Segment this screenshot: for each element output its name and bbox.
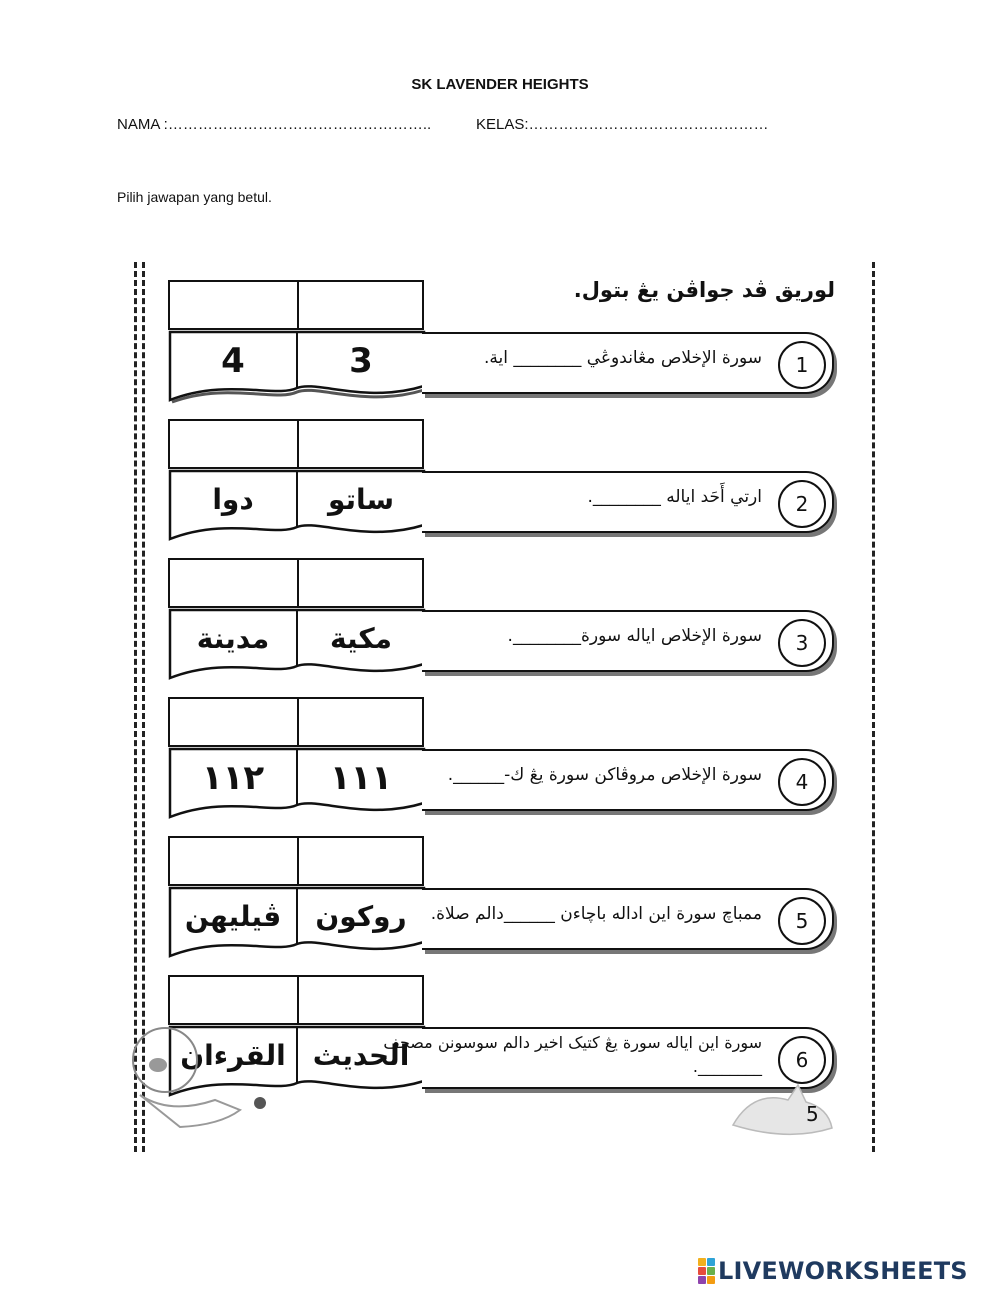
logo-blocks-icon	[698, 1258, 715, 1284]
question-number: 3	[778, 619, 826, 667]
question-bar	[422, 332, 834, 394]
cartoon-child-sketch-icon	[120, 1015, 270, 1135]
answer-drop-box[interactable]	[168, 697, 424, 747]
option-left[interactable]: ١١٢	[201, 758, 265, 798]
option-right[interactable]: ساتو	[327, 483, 395, 516]
answer-drop-box[interactable]	[168, 280, 424, 330]
option-left[interactable]: 4	[221, 341, 245, 381]
question-number: 2	[778, 480, 826, 528]
question-text: سورة الإخلاص مروڤاكن سورة يڠ ك-______.	[447, 765, 762, 785]
question-row-3	[0, 558, 1000, 693]
question-number: 4	[778, 758, 826, 806]
worksheet-title: لوريق ڤد جواڤن يڠ بتول.	[573, 278, 835, 302]
question-bar	[422, 610, 834, 672]
option-right[interactable]: ١١١	[329, 758, 393, 798]
name-field[interactable]: NAMA :……………………………………………..	[117, 116, 432, 133]
answer-drop-box[interactable]	[168, 836, 424, 886]
cat-illustration-icon	[728, 1080, 838, 1140]
option-left[interactable]: دوا	[212, 483, 254, 516]
question-text: ارتي أَحَد اياله ________.	[587, 487, 762, 507]
question-text: سورة الإخلاص مڠاندوڠي ________ اية.	[483, 348, 762, 368]
brand-name: LIVEWORKSHEETS	[718, 1257, 968, 1285]
question-row-1	[0, 280, 1000, 415]
liveworksheets-logo	[698, 1256, 968, 1286]
option-right[interactable]: الحديث	[312, 1039, 410, 1072]
question-text: سورة اين اياله سورة يڠ كتيک اخير دالم سوسونن مصحف ________.	[383, 1033, 762, 1076]
option-left[interactable]: ڤيليهن	[184, 900, 282, 933]
question-bar	[422, 888, 834, 950]
question-row-5	[0, 836, 1000, 971]
option-left[interactable]: القرءان	[180, 1039, 286, 1072]
question-row-4	[0, 697, 1000, 832]
question-text: ممباچ سورة اين اداله باچاءن ______دالم صلاة.	[430, 904, 762, 924]
question-row-2	[0, 419, 1000, 554]
question-bar	[422, 471, 834, 533]
option-right[interactable]: 3	[349, 341, 373, 381]
answer-drop-box[interactable]	[168, 558, 424, 608]
question-bar	[422, 749, 834, 811]
page-number: 5	[806, 1102, 819, 1126]
option-right[interactable]: روكون	[315, 900, 407, 933]
question-text: سورة الإخلاص اياله سورة________.	[507, 626, 762, 646]
option-left[interactable]: مدينة	[196, 622, 270, 655]
option-right[interactable]: مكية	[329, 622, 393, 655]
school-title: SK LAVENDER HEIGHTS	[411, 76, 589, 93]
question-number: 5	[778, 897, 826, 945]
class-field[interactable]: KELAS:…………………………………………	[476, 116, 769, 133]
question-number: 1	[778, 341, 826, 389]
instruction-text: Pilih jawapan yang betul.	[117, 189, 272, 205]
answer-drop-box[interactable]	[168, 419, 424, 469]
question-number: 6	[778, 1036, 826, 1084]
